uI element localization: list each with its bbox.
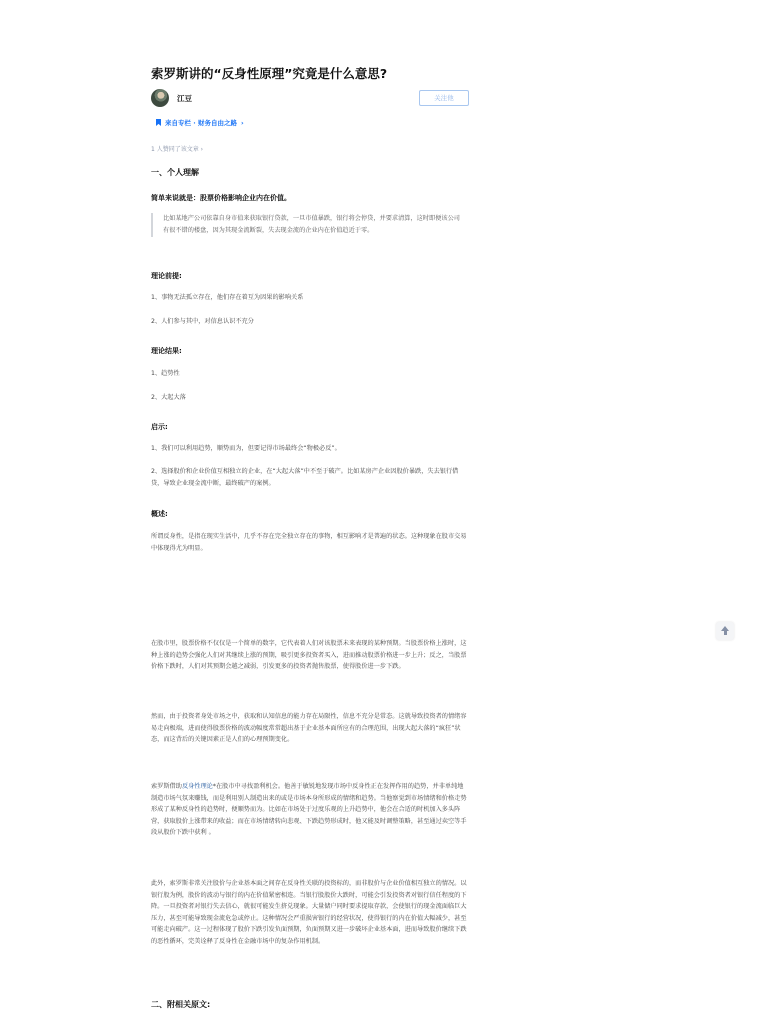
author-name[interactable]: 江豆 <box>177 94 192 103</box>
follow-button[interactable]: 关注他 <box>419 90 469 106</box>
paragraph-b: 然而，由于投资者身处市场之中，获取和认知信息的能力存在局限性，信息不充分是常态。这就导致投资者的情绪容易走向极端，进而使得股票价格的波动幅度常常超出基于企业基本面所应有的合理范围，出现大起大落的“疯狂”状态，而这背后的关键因素正是人们的心理预期变化。 <box>151 713 467 744</box>
insight-heading: 启示: <box>151 423 168 431</box>
chevron-right-icon: › <box>241 119 244 127</box>
section-heading-2: 二、附相关原文: <box>151 1000 211 1009</box>
overview-heading: 概述: <box>151 510 168 518</box>
article-title: 索罗斯讲的“反身性原理”究竟是什么意思? <box>151 66 388 81</box>
blockquote: 比如某地产公司依靠自身市值来获取银行贷款，一旦市值暴跌，银行将会停贷，并要求清算，这时即便该公司有很不错的楼盘，因为其现金流断裂，失去现金流的企业内在价值趋近于零。 <box>151 213 463 237</box>
premise-item-2: 2、人们参与其中，对信息认识不充分 <box>151 318 254 325</box>
section-heading-1: 一、个人理解 <box>151 168 199 177</box>
author-row <box>151 89 469 109</box>
avatar[interactable] <box>151 89 169 107</box>
insight-item-1: 1、我们可以利用趋势，顺势而为，但要记得市场最终会“物极必反”。 <box>151 445 341 452</box>
premise-heading: 理论前提: <box>151 272 182 280</box>
back-to-top-button[interactable] <box>716 622 734 640</box>
premise-item-1: 1、事物无法孤立存在，他们存在着互为因果的影响关系 <box>151 294 304 301</box>
bookmark-icon <box>156 119 161 126</box>
reflexivity-link[interactable]: 反身性理论 <box>181 783 213 790</box>
result-heading: 理论结果: <box>151 347 182 355</box>
paragraph-c-before: 索罗斯借助 <box>151 783 182 790</box>
result-item-2: 2、大起大落 <box>151 394 186 401</box>
summary-text: 简单来说就是：股票价格影响企业内在价值。 <box>151 194 291 202</box>
column-link[interactable] <box>156 118 244 127</box>
arrow-up-icon-stem <box>724 631 727 635</box>
result-item-1: 1、趋势性 <box>151 370 180 377</box>
insight-item-2: 2、选择股价和企业价值互相独立的企业，在“大起大落”中不至于破产。比如某房产企业因股价暴跌，失去银行借贷，导致企业现金流中断，最终破产的案例。 <box>151 468 459 487</box>
paragraph-c <box>151 781 469 839</box>
overview-text: 所谓反身性，是指在现实生活中，几乎不存在完全独立存在的事物，相互影响才是普遍的状态。这种现象在股市交易中体现得尤为明显。 <box>151 533 467 552</box>
paragraph-c-after: *在股市中寻找盈利机会。他善于敏锐地发现市场中反身性正在发挥作用的趋势，并非单纯地制造市场气氛来赚钱，而是利用别人制造出来的或是市场本身所形成的情绪和趋势。当他察觉到市场情绪和价格走势形成了某种反身性的趋势时，便顺势而为。比如在市场处于过度乐观的上升趋势中，他会在合适的时机加入多头阵营，获取股价上涨带来的收益；而在市场情绪转向悲观、下跌趋势形成时，他又能及时调整策略，甚至通过卖空等手段从股价下跌中获利 。 <box>151 783 467 837</box>
likes-count[interactable]: 1 人赞同了该文章 › <box>151 146 204 153</box>
column-label: 来自专栏 · 财务自由之路 <box>165 119 237 127</box>
paragraph-a: 在股市里，股票价格不仅仅是一个简单的数字，它代表着人们对该股票未来表现的某种预期。当股票价格上涨时，这种上涨的趋势会强化人们对其继续上涨的预期，吸引更多投资者买入，进而推动股票价格进一步上升；反之，当股票价格下跌时，人们对其预期会越之减弱，引发更多的投资者抛售股票，使得股价进一步下跌。 <box>151 640 467 671</box>
paragraph-d: 此外，索罗斯非常关注股价与企业基本面之间存在反身性关联的投资标的，而非股价与企业价值相互独立的情况。以银行股为例，股价的波动与银行的内在价值紧密相连。当银行股股价大跌时，可能会引发投资者对银行信任程度的下降。一旦投资者对银行失去信心，就很可能发生挤兑现象。大量储户同时要求提取存款，会使银行的现金流面临巨大压力，甚至可能导致现金流危急或停止。这种情况会严重损害银行的经营状况，使得银行的内在价值大幅减少，甚至可能走向破产。这一过程体现了股价下跌引发负面预期，负面预期又进一步破坏企业基本面，进而导致股价继续下跌的恶性循环，完美诠释了反身性在金融市场中的复杂作用机制。 <box>151 880 467 945</box>
